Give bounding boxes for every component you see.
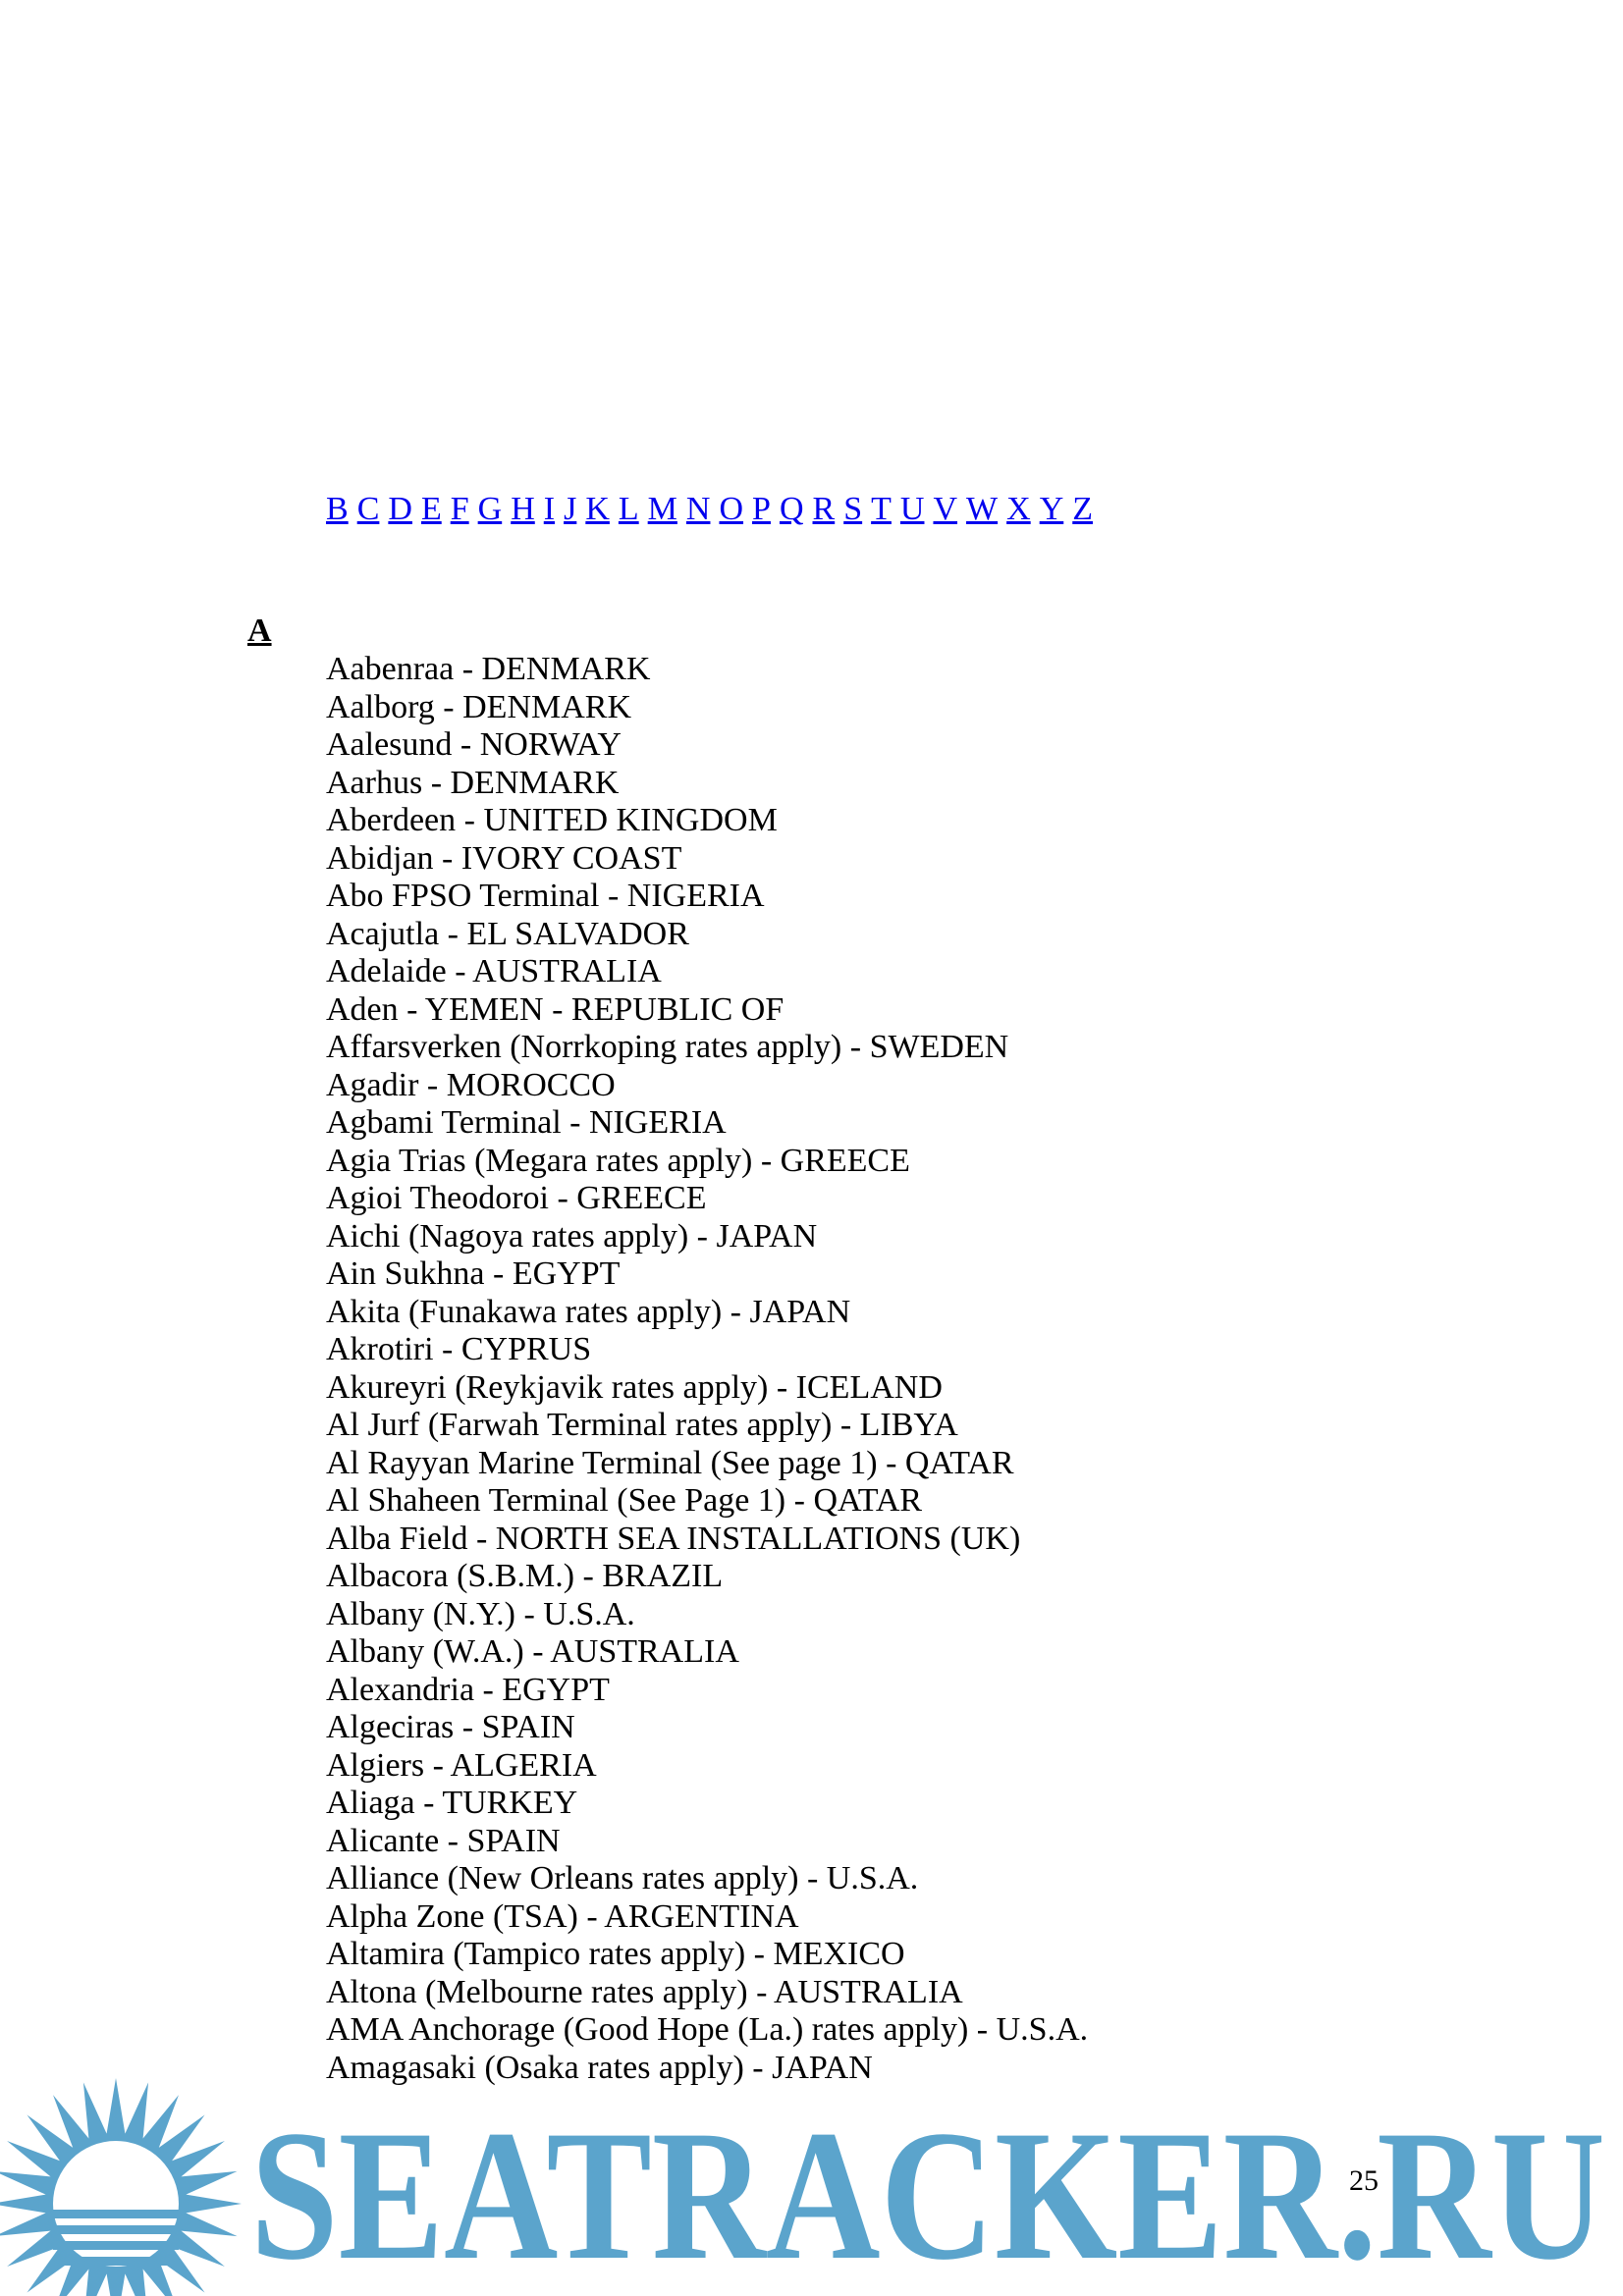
alphabet-link-f[interactable]: F [450, 491, 469, 527]
port-list [326, 651, 1088, 2087]
port-entry: Acajutla - EL SALVADOR [326, 915, 689, 952]
alphabet-navigation [326, 491, 1102, 528]
port-entry: Aberdeen - UNITED KINGDOM [326, 802, 778, 838]
port-entry: Alicante - SPAIN [326, 1822, 561, 1859]
alphabet-link-m[interactable]: M [647, 491, 677, 527]
port-entry: Aalesund - NORWAY [326, 726, 622, 763]
port-entry: Agioi Theodoroi - GREECE [326, 1180, 707, 1216]
port-entry: Aabenraa - DENMARK [326, 651, 651, 687]
alphabet-link-d[interactable]: D [388, 491, 412, 527]
alphabet-link-g[interactable]: G [477, 491, 503, 527]
alphabet-link-o[interactable]: O [719, 491, 744, 527]
alphabet-link-y[interactable]: Y [1039, 491, 1064, 527]
alphabet-link-s[interactable]: S [843, 491, 863, 527]
port-entry: Affarsverken (Norrkoping rates apply) - SWEDEN [326, 1029, 1009, 1065]
port-entry: Alba Field - NORTH SEA INSTALLATIONS (UK) [326, 1520, 1021, 1557]
port-entry: Aalborg - DENMARK [326, 688, 632, 725]
alphabet-link-u[interactable]: U [899, 491, 925, 527]
alphabet-link-w[interactable]: W [966, 491, 999, 527]
alphabet-link-q[interactable]: Q [779, 491, 804, 527]
port-entry: Adelaide - AUSTRALIA [326, 953, 662, 989]
port-entry: Alliance (New Orleans rates apply) - U.S.A. [326, 1860, 919, 1896]
port-entry: Aichi (Nagoya rates apply) - JAPAN [326, 1217, 818, 1255]
watermark [0, 2056, 1623, 2296]
port-entry: Altona (Melbourne rates apply) - AUSTRALIA [326, 1973, 963, 2010]
alphabet-link-v[interactable]: V [933, 491, 958, 527]
port-entry: Amagasaki (Osaka rates apply) - JAPAN [326, 2049, 873, 2086]
port-entry: Abidjan - IVORY COAST [326, 839, 682, 877]
page-number: 25 [1349, 2164, 1379, 2197]
port-entry: AMA Anchorage (Good Hope (La.) rates apply) - U.S.A. [326, 2011, 1089, 2048]
port-entry: Algiers - ALGERIA [326, 1746, 597, 1784]
port-entry: Agadir - MOROCCO [326, 1066, 616, 1103]
alphabet-link-h[interactable]: H [511, 491, 535, 527]
port-entry: Algeciras - SPAIN [326, 1709, 575, 1745]
port-entry: Alexandria - EGYPT [326, 1671, 610, 1708]
port-entry: Al Jurf (Farwah Terminal rates apply) - LIBYA [326, 1407, 958, 1443]
alphabet-link-x[interactable]: X [1006, 491, 1031, 527]
port-entry: Akita (Funakawa rates apply) - JAPAN [326, 1293, 851, 1330]
port-entry: Abo FPSO Terminal - NIGERIA [326, 878, 765, 914]
port-entry: Akrotiri - CYPRUS [326, 1331, 592, 1367]
port-entry: Alpha Zone (TSA) - ARGENTINA [326, 1897, 799, 1935]
port-entry: Agbami Terminal - NIGERIA [326, 1104, 727, 1141]
port-entry: Al Rayyan Marine Terminal (See page 1) - QATAR [326, 1444, 1014, 1481]
alphabet-link-n[interactable]: N [685, 491, 711, 527]
section-heading: A [247, 613, 272, 649]
port-entry: Aden - YEMEN - REPUBLIC OF [326, 990, 784, 1028]
port-entry: Altamira (Tampico rates apply) - MEXICO [326, 1936, 905, 1972]
port-entry: Albany (W.A.) - AUSTRALIA [326, 1633, 739, 1670]
port-entry: Agia Trias (Megara rates apply) - GREECE [326, 1142, 910, 1179]
alphabet-link-j[interactable]: J [564, 491, 577, 527]
sun-icon [0, 2078, 242, 2296]
watermark-text: SEATRACKER.RU [250, 2093, 1605, 2296]
alphabet-link-e[interactable]: E [420, 491, 442, 527]
alphabet-link-i[interactable]: I [543, 491, 556, 527]
alphabet-link-z[interactable]: Z [1072, 491, 1094, 527]
port-entry: Akureyri (Reykjavik rates apply) - ICELAND [326, 1368, 943, 1406]
port-entry: Aarhus - DENMARK [326, 764, 620, 801]
port-entry: Albacora (S.B.M.) - BRAZIL [326, 1558, 724, 1594]
alphabet-link-b[interactable]: B [326, 491, 349, 527]
alphabet-link-r[interactable]: R [812, 491, 836, 527]
alphabet-link-t[interactable]: T [871, 491, 892, 527]
port-entry: Albany (N.Y.) - U.S.A. [326, 1595, 635, 1632]
port-entry: Al Shaheen Terminal (See Page 1) - QATAR [326, 1482, 923, 1519]
port-entry: Aliaga - TURKEY [326, 1785, 578, 1821]
alphabet-link-c[interactable]: C [356, 491, 380, 527]
alphabet-link-p[interactable]: P [752, 491, 771, 527]
alphabet-link-k[interactable]: K [585, 491, 610, 527]
port-entry: Ain Sukhna - EGYPT [326, 1255, 621, 1292]
alphabet-link-l[interactable]: L [618, 491, 639, 527]
